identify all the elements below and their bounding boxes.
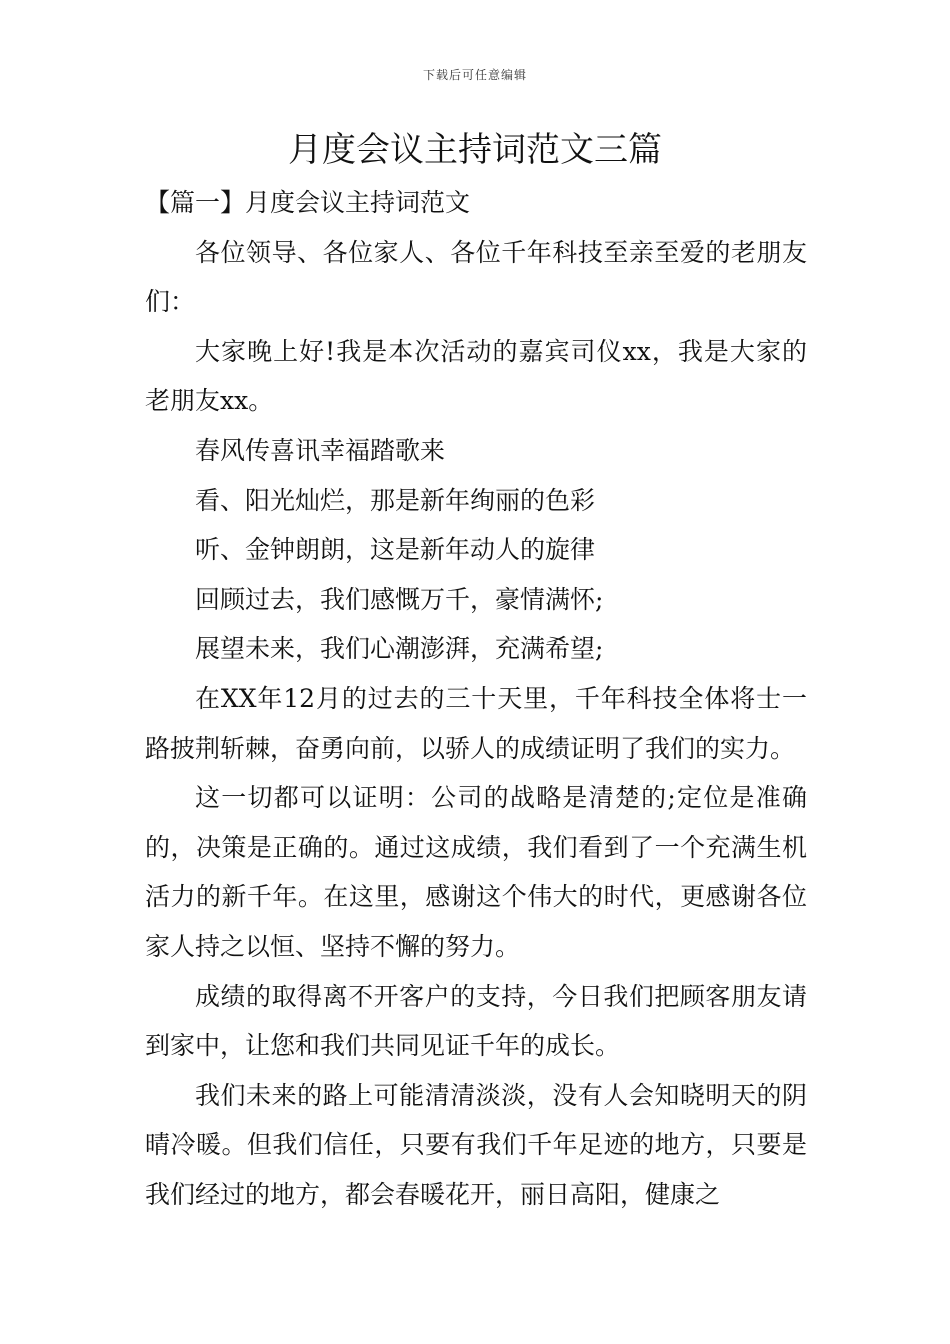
paragraph: 成绩的取得离不开客户的支持，今日我们把顾客朋友请到家中，让您和我们共同见证千年的成长。 bbox=[145, 981, 807, 1061]
header-note: 下载后可任意编辑 bbox=[422, 68, 527, 82]
paragraph: 听、金钟朗朗，这是新年动人的旋律 bbox=[195, 535, 596, 565]
paragraph: 各位领导、各位家人、各位千年科技至亲至爱的老朋友们： bbox=[145, 237, 807, 317]
section-heading: 【篇一】月度会议主持词范文 bbox=[145, 188, 471, 217]
paragraph: 看、阳光灿烂，那是新年绚丽的色彩 bbox=[195, 485, 596, 515]
document-title: 月度会议主持词范文三篇 bbox=[288, 130, 662, 170]
paragraph: 大家晚上好!我是本次活动的嘉宾司仪xx，我是大家的老朋友xx。 bbox=[145, 336, 807, 416]
paragraph: 这一切都可以证明：公司的战略是清楚的;定位是准确的，决策是正确的。通过这成绩，我们看到了一个充满生机活力的新千年。在这里，感谢这个伟大的时代，更感谢各位家人持之以恒、坚持不懈的努力。 bbox=[145, 783, 807, 961]
paragraph: 回顾过去，我们感慨万千，豪情满怀; bbox=[195, 584, 604, 614]
paragraph: 在XX年12月的过去的三十天里，千年科技全体将士一路披荆斩棘，奋勇向前，以骄人的成绩证明了我们的实力。 bbox=[145, 683, 807, 763]
document-body bbox=[145, 178, 807, 1219]
paragraph: 春风传喜讯幸福踏歌来 bbox=[195, 435, 446, 465]
paragraph: 展望未来，我们心潮澎湃，充满希望; bbox=[195, 634, 604, 664]
paragraph: 我们未来的路上可能清清淡淡，没有人会知晓明天的阴晴冷暖。但我们信任，只要有我们千年足迹的地方，只要是我们经过的地方，都会春暖花开，丽日高阳，健康之 bbox=[145, 1080, 807, 1209]
